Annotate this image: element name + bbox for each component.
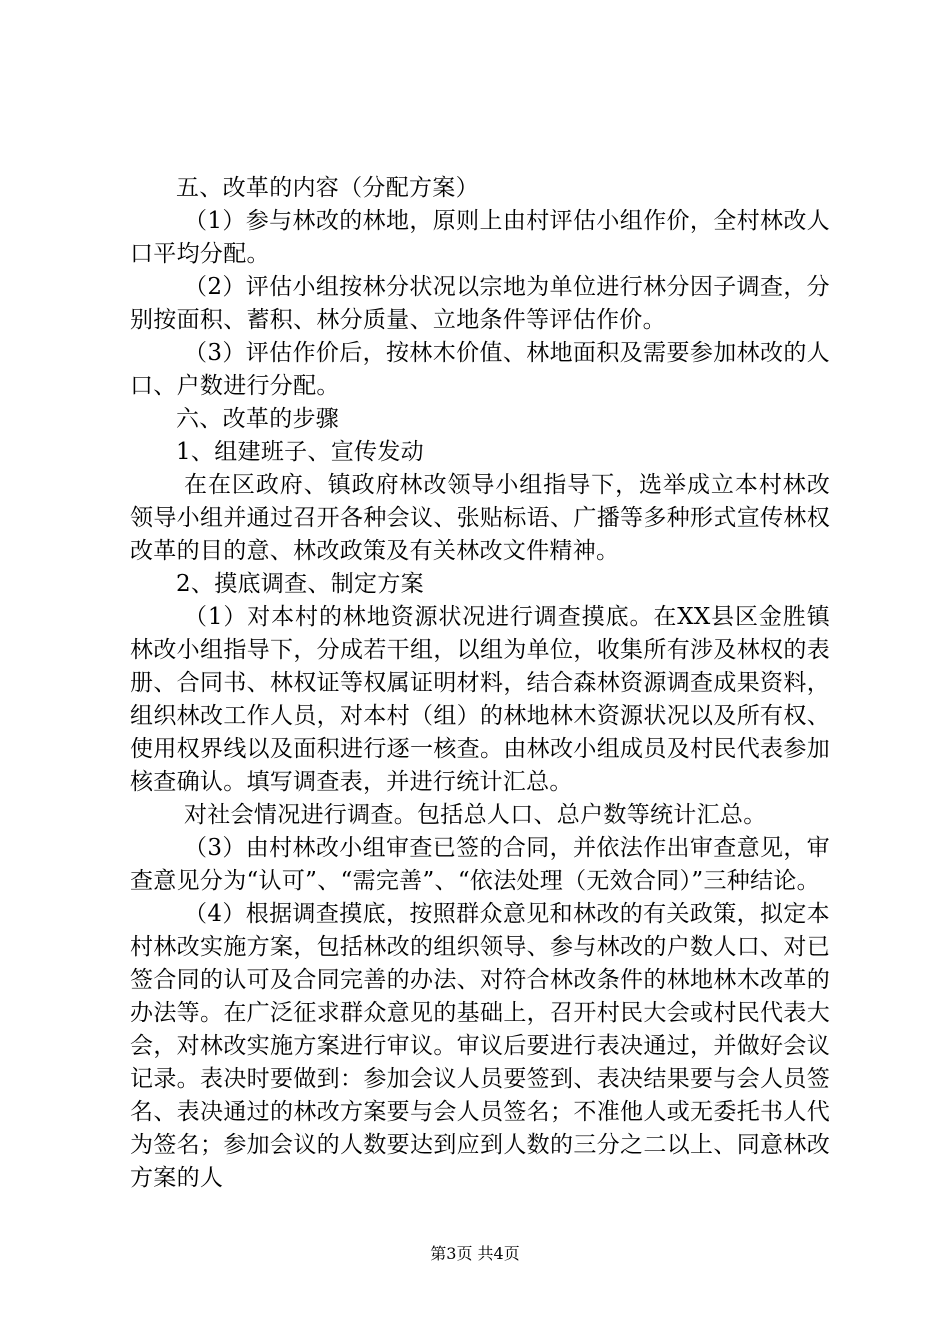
paragraph-step-2-item-4: （4）根据调查摸底，按照群众意见和林改的有关政策，拟定本村林改实施方案，包括林改的组织领导、参与林改的户数人口、对已签合同的认可及合同完善的办法、对符合林改条件的林地林木改革的办法等。在广泛征求群众意见的基础上，召开村民大会或村民代表大会，对林改实施方案进行审议。审议后要进行表决通过，并做好会议记录。表决时要做到：参加会议人员要签到、表决结果要与会人员签名、表决通过的林改方案要与会人员签名；不准他人或无委托书人代为签名；参加会议的人数要达到应到人数的三分之二以上、同意林改方案的人 [130, 901, 830, 1191]
document-body [130, 172, 830, 1195]
section-heading-reform-content: 五、改革的内容（分配方案） [176, 175, 479, 201]
page-footer [0, 1243, 950, 1265]
paragraph-step-2-item-3: （3）由村林改小组审查已签的合同，并依法作出审查意见，审查意见分为“认可”、“需完善”、“依法处理（无效合同）”三种结论。 [130, 835, 830, 894]
paragraph-item-1: （1）参与林改的林地，原则上由村评估小组作价，全村林改人口平均分配。 [130, 208, 830, 267]
paragraph-item-2: （2）评估小组按林分状况以宗地为单位进行林分因子调查，分别按面积、蓄积、林分质量、立地条件等评估作价。 [130, 274, 830, 333]
subheading-step-1: 1、组建班子、宣传发动 [176, 439, 424, 465]
paragraph-step-2-item-1: （1）对本村的林地资源状况进行调查摸底。在XX县区金胜镇林改小组指导下，分成若干组，以组为单位，收集所有涉及林权的表册、合同书、林权证等权属证明材料，结合森林资源调查成果资料，组织林改工作人员，对本村（组）的林地林木资源状况以及所有权、使用权界线以及面积进行逐一核查。由林改小组成员及村民代表参加核查确认。填写调查表，并进行统计汇总。 [130, 604, 830, 795]
page-number-label: 第3页 共4页 [430, 1244, 520, 1263]
section-heading-reform-steps: 六、改革的步骤 [176, 406, 340, 432]
paragraph-item-3: （3）评估作价后，按林木价值、林地面积及需要参加林改的人口、户数进行分配。 [130, 340, 830, 399]
subheading-step-2: 2、摸底调查、制定方案 [176, 571, 424, 597]
paragraph-social-survey: 对社会情况进行调查。包括总人口、总户数等统计汇总。 [184, 802, 767, 828]
paragraph-step-1-body: 在在区政府、镇政府林改领导小组指导下，选举成立本村林改领导小组并通过召开各种会议、张贴标语、广播等多种形式宣传林权改革的目的意、林改政策及有关林改文件精神。 [130, 472, 830, 564]
